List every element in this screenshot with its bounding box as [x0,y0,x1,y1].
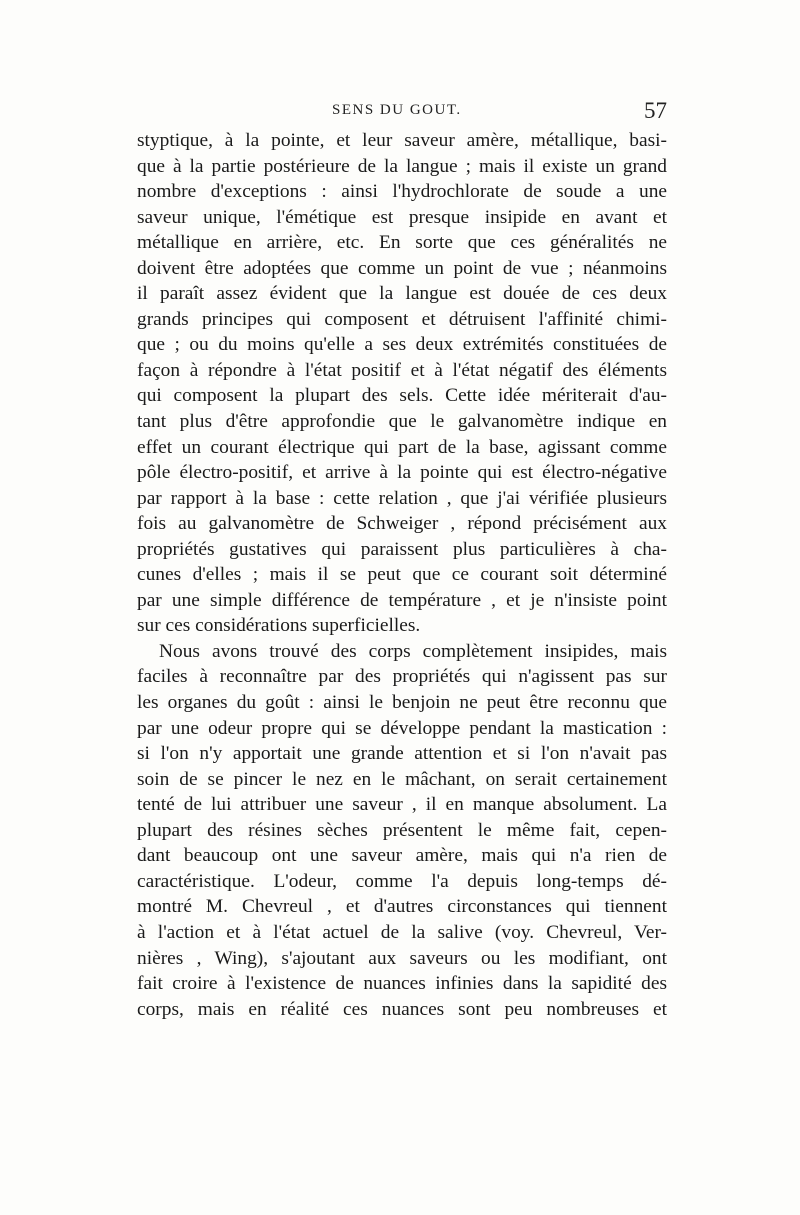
text-line: les organes du goût : ainsi le benjoin ne peut être reconnu que [137,692,667,714]
running-header [137,98,667,126]
text-line: grands principes qui composent et détruisent l'affinité chimi- [137,308,667,330]
text-line: nombre d'exceptions : ainsi l'hydrochlorate de soude a une [137,181,667,203]
text-line: sur ces considérations superficielles. [137,615,421,637]
text-line: façon à répondre à l'état positif et à l'état négatif des éléments [137,359,667,381]
text-line: doivent être adoptées que comme un point de vue ; néanmoins [137,257,667,279]
text-line: effet un courant électrique qui part de la base, agissant comme [137,436,667,458]
text-line: par rapport à la base : cette relation , que j'ai vérifiée plusieurs [137,487,667,509]
body-text [137,128,667,1022]
text-line: tant plus d'être approfondie que le galvanomètre indique en [137,411,667,433]
text-line: que à la partie postérieure de la langue ; mais il existe un grand [137,155,667,177]
text-line: si l'on n'y apportait une grande attention et si l'on n'avait pas [137,743,667,765]
text-line: il paraît assez évident que la langue est douée de ces deux [137,283,667,305]
paragraph-1 [137,128,667,639]
text-line: métallique en arrière, etc. En sorte que ces généralités ne [137,232,667,254]
text-line: Nous avons trouvé des corps complètement insipides, mais [159,640,667,662]
text-line: nières , Wing), s'ajoutant aux saveurs ou les modifiant, ont [137,947,667,969]
text-line: saveur unique, l'émétique est presque insipide en avant et [137,206,667,228]
text-line: plupart des résines sèches présentent le même fait, cepen- [137,819,667,841]
text-line: que ; ou du moins qu'elle a ses deux extrémités constituées de [137,334,667,356]
running-title: SENS DU GOUT. [332,102,462,118]
paragraph-2 [137,639,667,1022]
text-line: qui composent la plupart des sels. Cette idée mériterait d'au- [137,385,667,407]
text-line: fois au galvanomètre de Schweiger , répond précisément aux [137,513,667,535]
text-line: dant beaucoup ont une saveur amère, mais qui n'a rien de [137,845,667,867]
text-line: cunes d'elles ; mais il se peut que ce courant soit déterminé [137,564,667,586]
text-line: par une simple différence de température , et je n'insiste point [137,589,667,611]
text-line: à l'action et à l'état actuel de la salive (voy. Chevreul, Ver- [137,921,667,943]
text-line: propriétés gustatives qui paraissent plus particulières à cha- [137,538,667,560]
page-number: 57 [644,98,667,123]
text-line: par une odeur propre qui se développe pendant la mastication : [137,717,667,739]
text-line: soin de se pincer le nez en le mâchant, on serait certainement [137,768,667,790]
text-line: corps, mais en réalité ces nuances sont peu nombreuses et [137,998,667,1020]
text-line: styptique, à la pointe, et leur saveur amère, métallique, basi- [137,130,667,151]
text-line: caractéristique. L'odeur, comme l'a depuis long-temps dé- [137,870,667,892]
text-line: fait croire à l'existence de nuances infinies dans la sapidité des [137,973,667,995]
text-line: montré M. Chevreul , et d'autres circonstances qui tiennent [137,896,667,918]
text-line: faciles à reconnaître par des propriétés qui n'agissent pas sur [137,666,667,688]
text-line: tenté de lui attribuer une saveur , il en manque absolument. La [137,794,667,816]
text-line: pôle électro-positif, et arrive à la pointe qui est électro-négative [137,462,667,484]
